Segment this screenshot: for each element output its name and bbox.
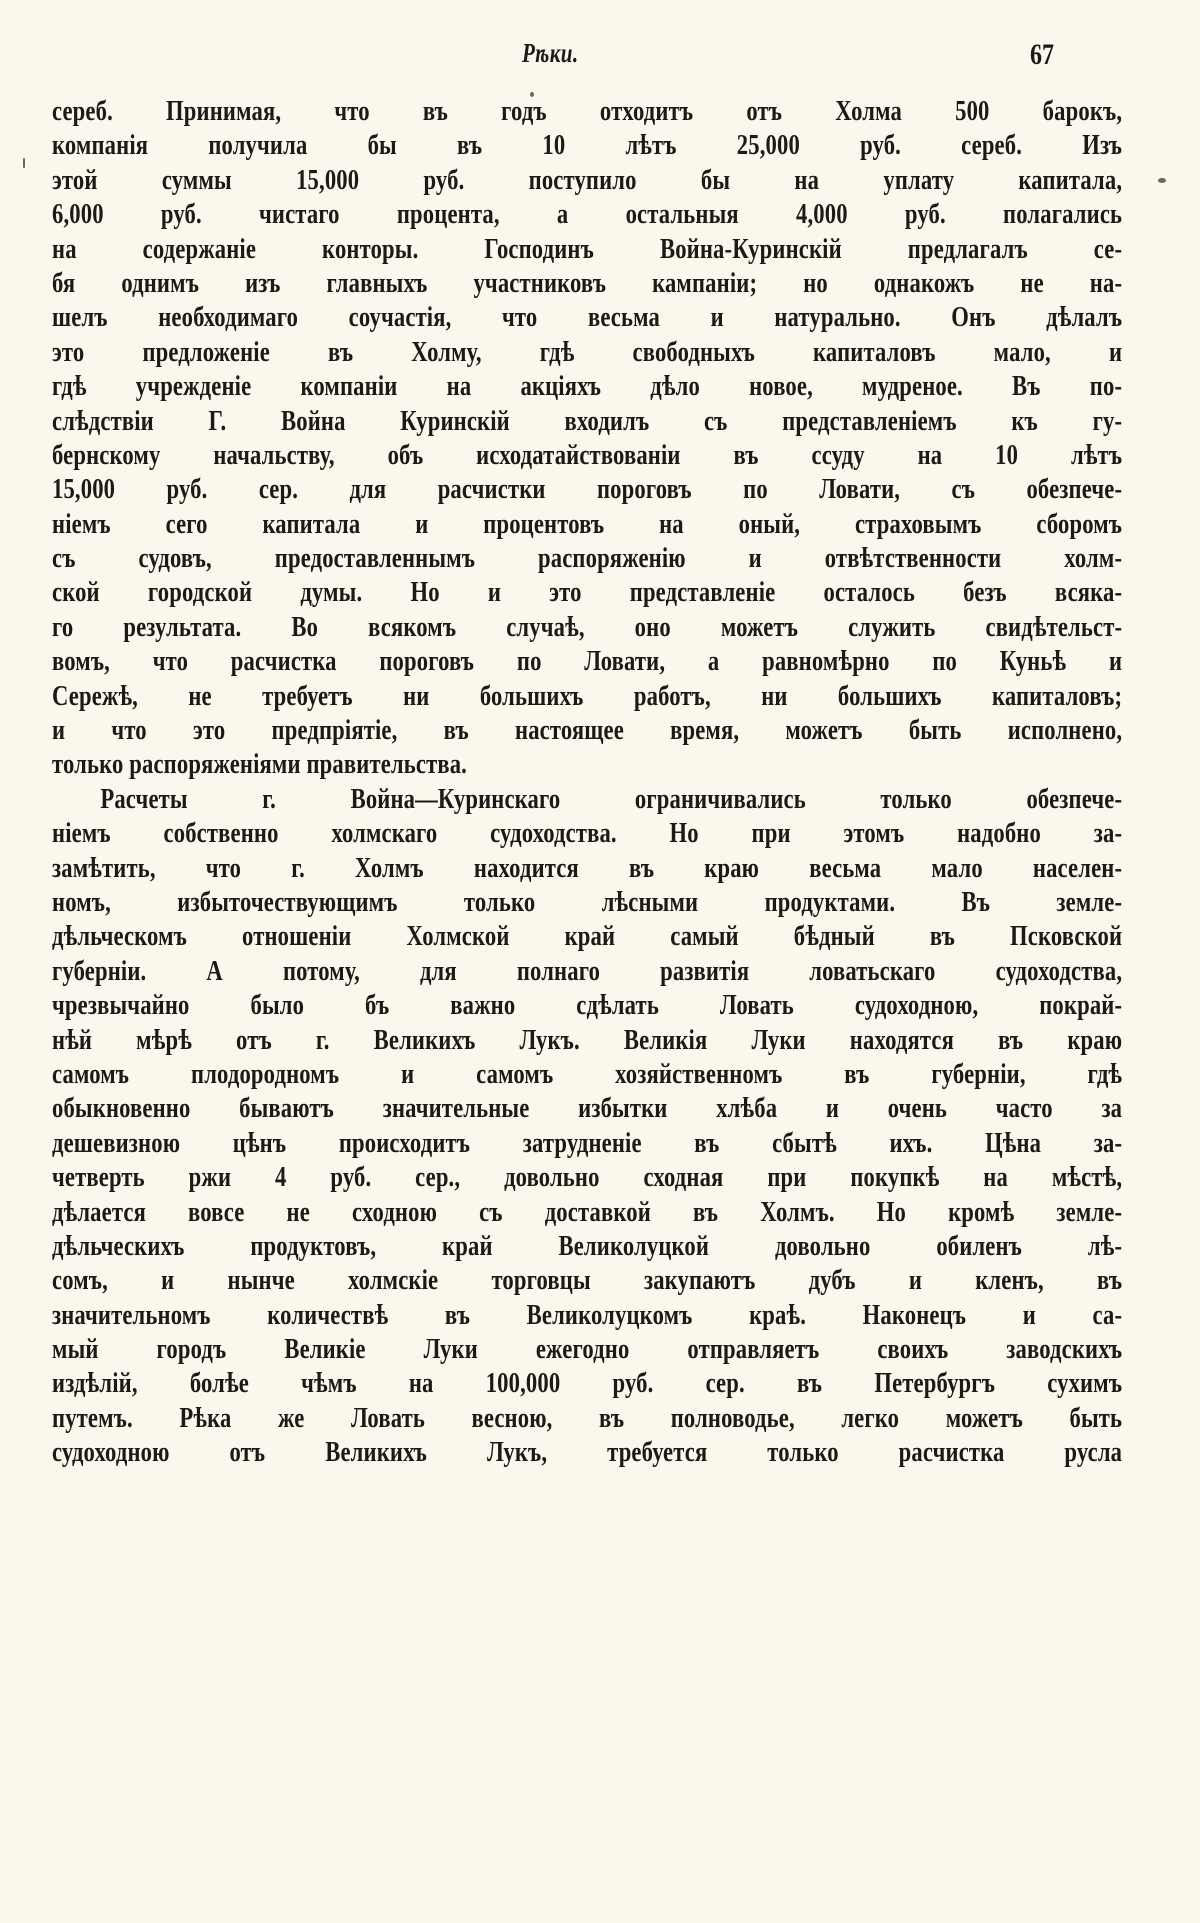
body-text: [52, 94, 1122, 1470]
text-line: мый городъ Великіе Луки ежегодно отправляетъ своихъ заводскихъ: [52, 1333, 1123, 1366]
page-number: 67: [1030, 38, 1054, 71]
ink-speck: [23, 158, 25, 168]
running-title: Рѣки.: [522, 38, 579, 68]
paragraph: [52, 94, 1122, 782]
text-line: Расчеты г. Война—Куринскаго ограничивались только обезпече-: [100, 782, 1123, 815]
text-line: ніемъ собственно холмскаго судоходства. Но при этомъ надобно за-: [52, 817, 1123, 850]
text-line: этой суммы 15,000 руб. поступило бы на уплату капитала,: [52, 163, 1123, 196]
text-line: дѣльческомъ отношеніи Холмской край самый бѣдный въ Псковской: [52, 920, 1123, 953]
text-line: бя однимъ изъ главныхъ участниковъ кампаніи; но однакожъ не на-: [52, 266, 1123, 299]
text-line: номъ, избыточествующимъ только лѣсными продуктами. Въ земле-: [52, 885, 1123, 918]
text-line: значительномъ количествѣ въ Великолуцкомъ краѣ. Наконецъ и са-: [52, 1298, 1123, 1331]
text-line: го результата. Во всякомъ случаѣ, оно можетъ служить свидѣтельст-: [52, 610, 1123, 643]
paragraph: [52, 782, 1122, 1470]
text-line: обыкновенно бываютъ значительные избытки хлѣба и очень часто за: [52, 1092, 1123, 1125]
text-line: ніемъ сего капитала и процентовъ на оный, страховымъ сборомъ: [52, 507, 1123, 540]
text-line: только распоряженіями правительства.: [52, 748, 467, 781]
text-line: судоходною отъ Великихъ Лукъ, требуется только расчистка русла: [52, 1436, 1123, 1469]
text-line: слѣдствіи Г. Война Куринскій входилъ съ представленіемъ къ гу-: [52, 404, 1123, 437]
text-line: 6,000 руб. чистаго процента, а остальныя 4,000 руб. полагались: [52, 198, 1123, 231]
text-line: вомъ, что расчистка пороговъ по Ловати, а равномѣрно по Куньѣ и: [52, 645, 1123, 678]
text-line: бернскому начальству, объ исходатайствованіи въ ссуду на 10 лѣтъ: [52, 438, 1123, 471]
text-line: на содержаніе конторы. Господинъ Война-Куринскій предлагалъ се-: [52, 232, 1123, 265]
text-line: издѣлій, болѣе чѣмъ на 100,000 руб. сер. въ Петербургъ сухимъ: [52, 1367, 1123, 1400]
text-line: 15,000 руб. сер. для расчистки пороговъ по Ловати, съ обезпече-: [52, 473, 1123, 506]
text-line: самомъ плодородномъ и самомъ хозяйственномъ въ губерніи, гдѣ: [52, 1057, 1123, 1090]
text-line: съ судовъ, предоставленнымъ распоряженію и отвѣтственности холм-: [52, 542, 1123, 575]
text-line: и что это предпріятіе, въ настоящее время, можетъ быть исполнено,: [52, 714, 1123, 747]
text-line: это предложеніе въ Холму, гдѣ свободныхъ капиталовъ мало, и: [52, 335, 1123, 368]
running-head: [0, 38, 1200, 78]
text-line: сереб. Принимая, что въ годъ отходитъ отъ Холма 500 барокъ,: [52, 95, 1123, 127]
text-line: гдѣ учрежденіе компаніи на акціяхъ дѣло новое, мудреное. Въ по-: [52, 370, 1123, 403]
text-line: дѣльческихъ продуктовъ, край Великолуцкой довольно обиленъ лѣ-: [52, 1229, 1123, 1262]
text-line: нѣй мѣрѣ отъ г. Великихъ Лукъ. Великія Луки находятся въ краю: [52, 1023, 1123, 1056]
text-line: замѣтить, что г. Холмъ находится въ краю весьма мало населен-: [52, 851, 1123, 884]
text-line: компанія получила бы въ 10 лѣтъ 25,000 руб. сереб. Изъ: [52, 129, 1123, 162]
text-line: сомъ, и нынче холмскіе торговцы закупаютъ дубъ и кленъ, въ: [52, 1264, 1123, 1297]
text-line: дешевизною цѣнъ происходитъ затрудненіе въ сбытѣ ихъ. Цѣна за-: [52, 1126, 1123, 1159]
text-line: дѣлается вовсе не сходною съ доставкой въ Холмъ. Но кромѣ земле-: [52, 1195, 1123, 1228]
text-line: четверть ржи 4 руб. сер., довольно сходная при покупкѣ на мѣстѣ,: [52, 1161, 1123, 1194]
text-line: путемъ. Рѣка же Ловать весною, въ полноводье, легко можетъ быть: [52, 1401, 1123, 1434]
text-line: шелъ необходимаго соучастія, что весьма и натурально. Онъ дѣлалъ: [52, 301, 1123, 334]
text-line: ской городской думы. Но и это представленіе осталось безъ всяка-: [52, 576, 1123, 609]
ink-speck: [1158, 178, 1166, 183]
text-line: Сережѣ, не требуетъ ни большихъ работъ, ни большихъ капиталовъ;: [52, 679, 1123, 712]
text-line: губерніи. А потому, для полнаго развитія ловатьскаго судоходства,: [52, 954, 1123, 987]
text-line: чрезвычайно было бъ важно сдѣлать Ловать судоходною, покрай-: [52, 989, 1123, 1022]
